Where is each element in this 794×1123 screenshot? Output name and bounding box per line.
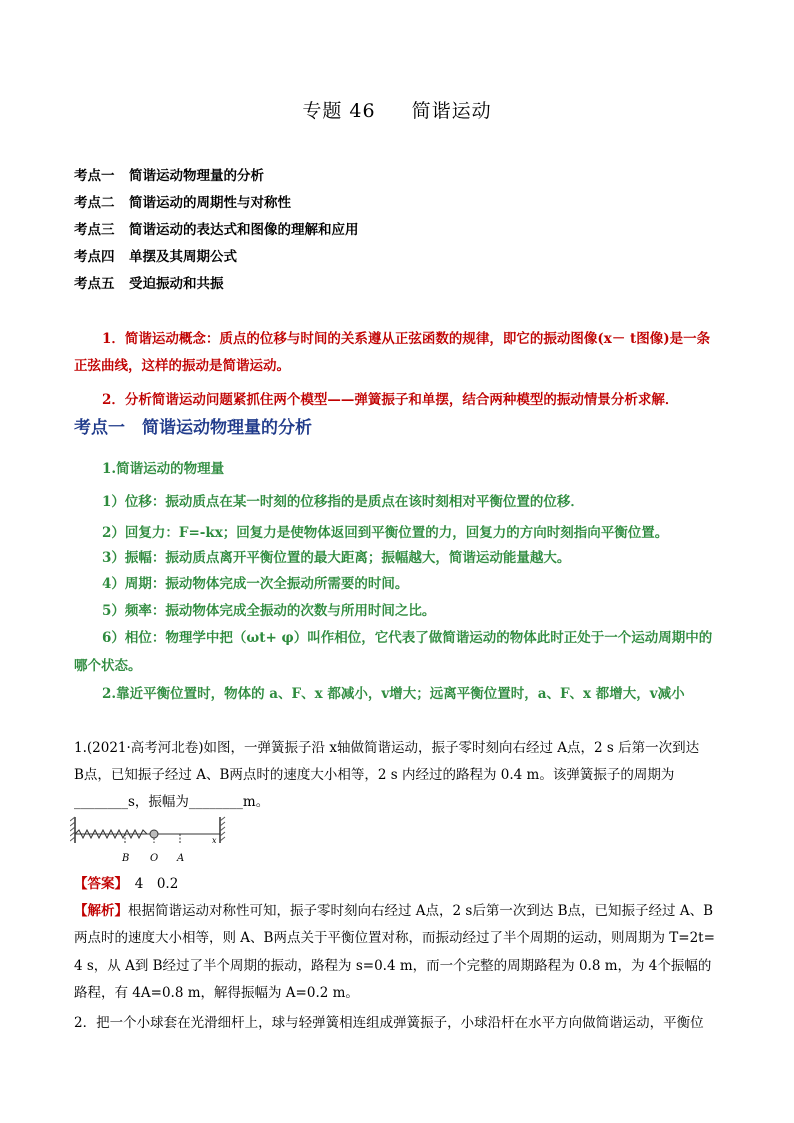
spring-oscillator-figure: [70, 813, 230, 865]
label-b: B: [122, 853, 130, 864]
item-restoring-force: 2）回复力：F=-kx；回复力是使物体返回到平衡位置的力，回复力的方向时刻指向平衡位置。: [102, 525, 669, 541]
section-subheading: 1.简谐运动的物理量: [102, 461, 225, 477]
q1-answer: [74, 872, 724, 892]
toc-text: 受迫振动和共振: [129, 276, 224, 292]
right-wall: [220, 817, 225, 843]
item-phase-line2: 哪个状态。: [74, 658, 142, 674]
x-label: x: [212, 836, 217, 845]
answer-tag: 【答案】: [74, 876, 122, 892]
q2-line1: 2．把一个小球套在光滑细杆上，球与轻弹簧相连组成弹簧振子，小球沿杆在水平方向做简谐运动，平衡位: [74, 1015, 704, 1031]
intro-p2: 2．分析简谐运动问题紧抓住两个模型——弹簧振子和单摆，结合两种模型的振动情景分析求解．: [102, 392, 679, 408]
toc-label: 考点四: [74, 249, 115, 265]
page-title: [0, 96, 794, 123]
toc-label: 考点三: [74, 222, 115, 238]
toc-text: 简谐运动物理量的分析: [129, 168, 264, 184]
q1-analysis-line1: [74, 899, 724, 919]
q1-analysis-line4: 路程，有 4A=0.8 m，解得振幅为 A=0.2 m。: [74, 985, 359, 1001]
toc-label: 考点一: [74, 168, 115, 184]
item-amplitude: 3）振幅：振动质点离开平衡位置的最大距离；振幅越大，简谐运动能量越大。: [102, 550, 571, 566]
q1-line3: ________s，振幅为________m。: [74, 794, 270, 810]
analysis-text: 根据简谐运动对称性可知，振子零时刻向右经过 A点，2 s后第一次到达 B点，已知振子经过 A、B: [128, 903, 714, 919]
q1-line2: B点，已知振子经过 A、B两点时的速度大小相等，2 s 内经过的路程为 0.4 m。该弹簧振子的周期为: [74, 767, 675, 783]
label-a: A: [177, 853, 185, 864]
toc-label: 考点五: [74, 276, 115, 292]
q1-analysis-line3: 4 s，从 A到 B经过了半个周期的振动，路程为 s=0.4 m，而一个完整的周期路程为 0.8 m，为 4个振幅的: [74, 958, 712, 974]
toc-item: [74, 272, 224, 292]
toc-text: 单摆及其周期公式: [129, 249, 237, 265]
item-phase-line1: 6）相位：物理学中把（ωt+ φ）叫作相位，它代表了做简谐运动的物体此时正处于一个运动周期中的: [102, 630, 713, 646]
item-period: 4）周期：振动物体完成一次全振动所需要的时间。: [102, 576, 409, 592]
item-displacement: 1）位移：振动质点在某一时刻的位移指的是质点在该时刻相对平衡位置的位移．: [102, 494, 584, 510]
section-heading: 考点一 简谐运动物理量的分析: [74, 418, 312, 438]
q1-line1: 1.(2021·高考河北卷)如图，一弹簧振子沿 x轴做简谐运动，振子零时刻向右经过 A点，2 s 后第一次到达: [74, 740, 700, 756]
left-wall: [70, 817, 75, 843]
item-near-far: 2.靠近平衡位置时，物体的 a、F、x 都减小，v增大；远离平衡位置时，a、F、x 都增大，v减小: [102, 686, 685, 702]
toc-item: [74, 164, 264, 184]
item-frequency: 5）频率：振动物体完成全振动的次数与所用时间之比。: [102, 603, 436, 619]
title-topic-number: 专题 46: [302, 100, 376, 122]
intro-p1-line1: 1．简谐运动概念：质点的位移与时间的关系遵从正弦函数的规律，即它的振动图像(x－ t图像)是一条: [102, 331, 711, 347]
label-o: O: [150, 853, 159, 864]
answer-value: 4 0.2: [134, 876, 179, 892]
toc-text: 简谐运动的表达式和图像的理解和应用: [129, 222, 359, 238]
toc-text: 简谐运动的周期性与对称性: [129, 195, 291, 211]
toc-item: [74, 218, 359, 238]
title-topic-name: 简谐运动: [411, 100, 492, 122]
toc-label: 考点二: [74, 195, 115, 211]
toc-item: [74, 245, 237, 265]
intro-p1-line2: 正弦曲线，这样的振动是简谐运动。: [74, 358, 290, 374]
ball: [150, 830, 158, 838]
analysis-tag: 【解析】: [74, 903, 128, 919]
q1-analysis-line2: 两点时的速度大小相等，则 A、B两点关于平衡位置对称，而振动经过了半个周期的运动，则周期为 T=2t=: [74, 930, 715, 946]
toc-item: [74, 191, 291, 211]
